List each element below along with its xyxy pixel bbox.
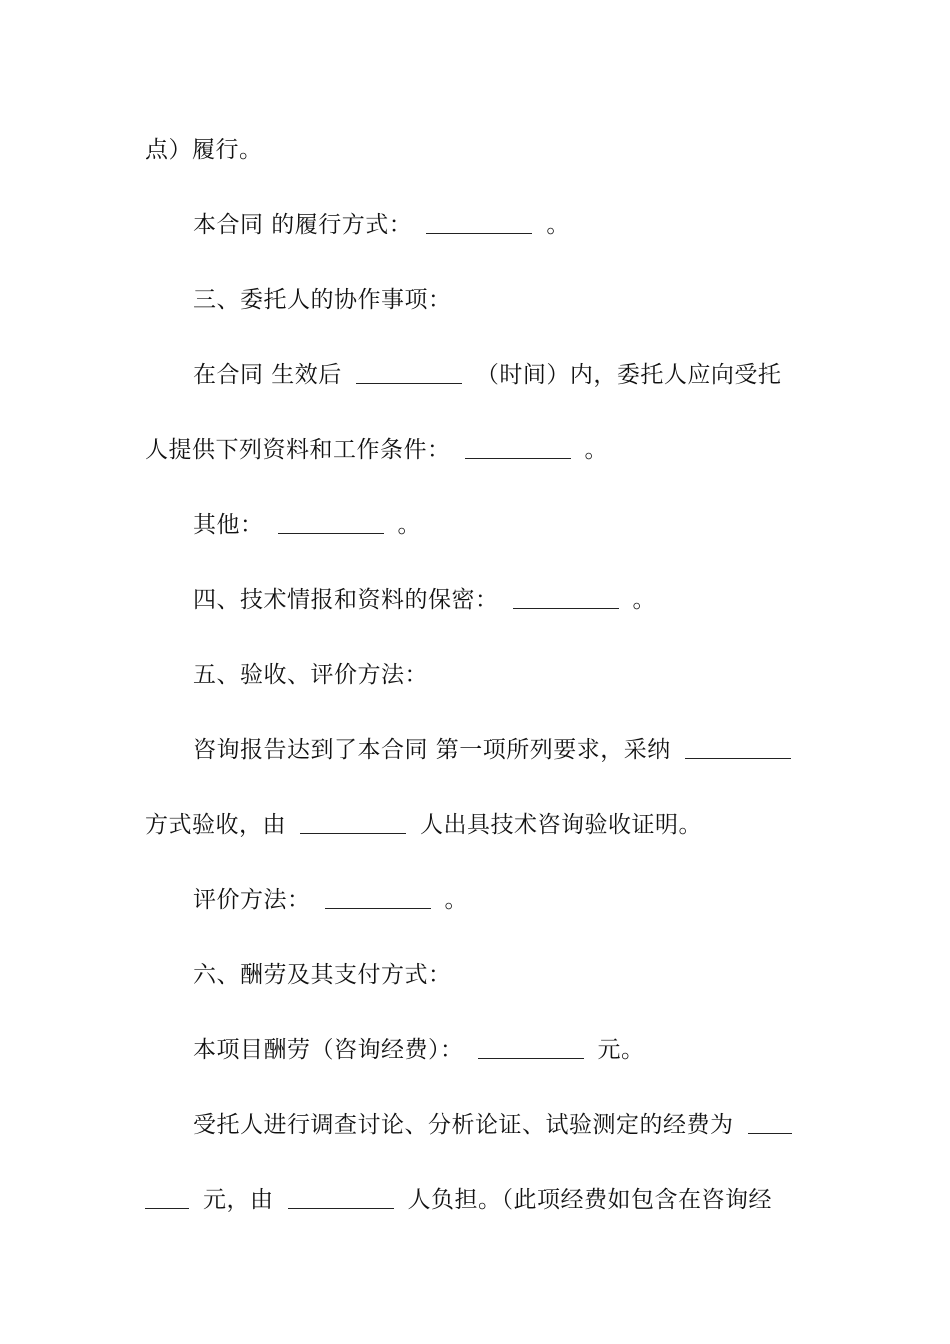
text-line (193, 880, 810, 920)
line-text: 本合同 的履行方式： (193, 212, 413, 238)
line-text: 六、酬劳及其支付方式： (193, 962, 452, 988)
text-line (145, 430, 810, 470)
fill-in-blank[interactable] (325, 907, 431, 909)
line-text: 元，由 (203, 1187, 274, 1213)
line-text: 本项目酬劳（咨询经费）： (193, 1037, 464, 1063)
line-text: 。 (444, 887, 468, 913)
section-heading (193, 655, 810, 695)
text-line (145, 805, 810, 845)
text-line (193, 205, 810, 245)
fill-in-blank[interactable] (356, 382, 462, 384)
line-text: 其他： (193, 512, 264, 538)
section-heading (193, 955, 810, 995)
text-line (193, 1030, 810, 1070)
text-line (193, 730, 810, 770)
line-text: 方式验收，由 (145, 812, 286, 838)
line-text: 评价方法： (193, 887, 311, 913)
fill-in-blank[interactable] (513, 607, 619, 609)
line-text: 。 (546, 212, 570, 238)
line-text: 点）履行。 (145, 137, 263, 163)
text-line (193, 505, 810, 545)
line-text: 。 (584, 437, 608, 463)
line-text: （时间）内，委托人应向受托 (475, 362, 782, 388)
section-heading (193, 580, 810, 620)
fill-in-blank[interactable] (465, 457, 571, 459)
line-text: 四、技术情报和资料的保密： (193, 587, 499, 613)
line-text: 咨询报告达到了本合同 第一项所列要求，采纳 (193, 737, 671, 763)
text-line (193, 1105, 810, 1145)
line-text: 三、委托人的协作事项： (193, 287, 452, 313)
fill-in-blank[interactable] (478, 1057, 584, 1059)
fill-in-blank[interactable] (748, 1132, 792, 1134)
line-text: 人负担。（此项经费如包含在咨询经 (407, 1187, 772, 1213)
fill-in-blank[interactable] (288, 1207, 394, 1209)
fill-in-blank[interactable] (278, 532, 384, 534)
line-text: 元。 (597, 1037, 645, 1063)
text-line (145, 130, 810, 170)
fill-in-blank[interactable] (426, 232, 532, 234)
text-line (193, 355, 810, 395)
line-text: 人出具技术咨询验收证明。 (420, 812, 702, 838)
fill-in-blank[interactable] (300, 832, 406, 834)
text-line (145, 1180, 810, 1220)
line-text: 人提供下列资料和工作条件： (145, 437, 451, 463)
line-text: 。 (632, 587, 656, 613)
fill-in-blank[interactable] (685, 757, 791, 759)
line-text: 。 (397, 512, 421, 538)
section-heading (193, 280, 810, 320)
line-text: 五、验收、评价方法： (193, 662, 428, 688)
line-text: 在合同 生效后 (193, 362, 342, 388)
line-text: 受托人进行调查讨论、分析论证、试验测定的经费为 (193, 1112, 734, 1138)
fill-in-blank[interactable] (145, 1207, 189, 1209)
